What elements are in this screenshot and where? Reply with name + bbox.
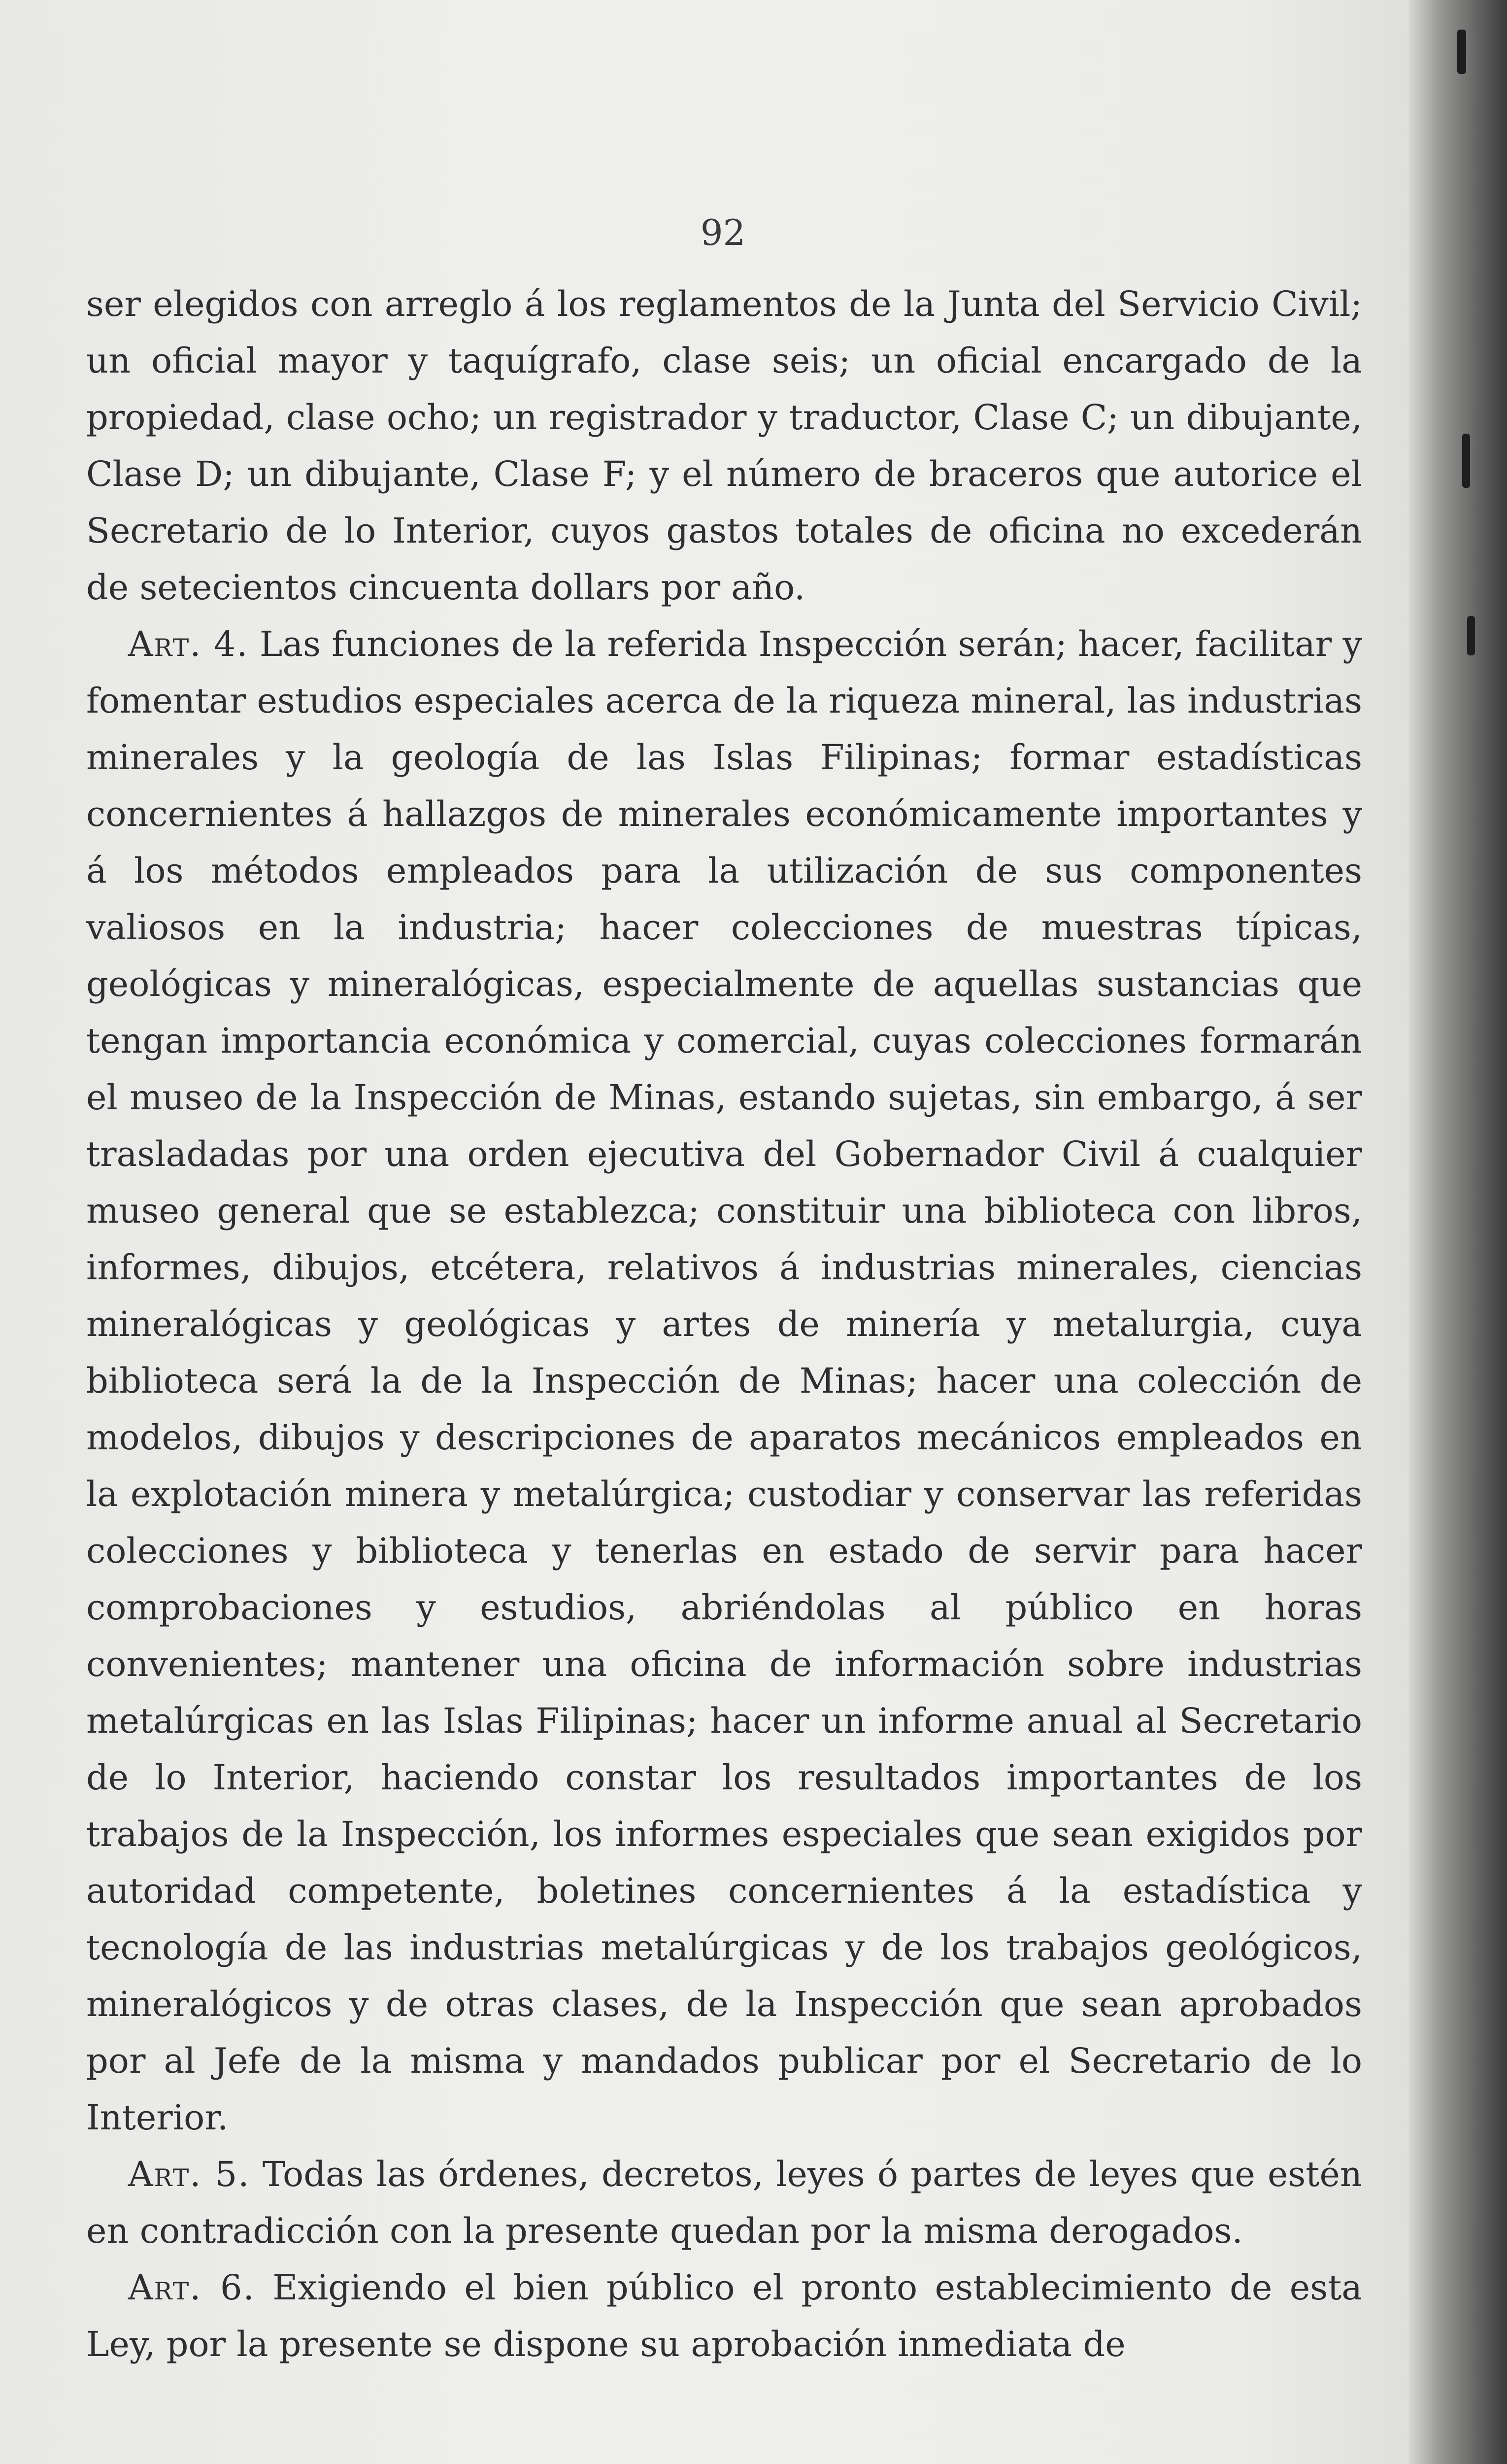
paragraph-art-4 [86,616,1362,2146]
binding-mark-top [1457,30,1466,74]
paragraph-text: Todas las órdenes, decretos, leyes ó partes de leyes que estén en contradicción con la presente quedan por la misma derogados. [86,2154,1362,2251]
binding-mark-middle [1467,616,1475,655]
body-text [86,276,1362,2373]
page-number: 92 [700,212,746,253]
article-label: Art. 6. [128,2267,255,2308]
paragraph-art-5 [86,2146,1362,2259]
binding-mark-upper [1462,434,1470,488]
article-label: Art. 4. [128,624,249,664]
paragraph-continuation [86,276,1362,616]
article-label: Art. 5. [128,2154,250,2194]
paragraph-art-6 [86,2259,1362,2373]
paragraph-text: Exigiendo el bien público el pronto establecimiento de esta Ley, por la presente se dispone su aprobación inmediata de [86,2267,1362,2364]
page-edge-shadow [1409,0,1507,2464]
paragraph-text: Las funciones de la referida Inspección serán; hacer, facilitar y fomentar estudios especiales acerca de la riqueza mineral, las industrias minerales y la geología de las Islas Filipinas; formar estadísticas concernientes á hallazgos de minerales económicamente importantes y á los métodos empleados para la utilización de sus componentes valiosos en la industria; hacer colecciones de muestras típicas, geológicas y mineralógicas, especialmente de aquellas sustancias que tengan importancia económica y comercial, cuyas colecciones formarán el museo de la Inspección de Minas, estando sujetas, sin embargo, á ser trasladadas por una orden ejecutiva del Gobernador Civil á cualquier museo general que se establezca; constituir una biblioteca con libros, informes, dibujos, etcétera, relativos á industrias minerales, ciencias mineralógicas y geológicas y artes de minería y metalurgia, cuya biblioteca será la de la Inspección de Minas; hacer una colección de modelos, dibujos y descripciones de aparatos mecánicos empleados en la explotación minera y metalúrgica; custodiar y conservar las referidas colecciones y biblioteca y tenerlas en estado de servir para hacer comprobaciones y estudios, abriéndolas al público en horas convenientes; mantener una oficina de información sobre industrias metalúrgicas en las Islas Filipinas; hacer un informe anual al Secretario de lo Interior, haciendo constar los resultados importantes de los trabajos de la Inspección, los informes especiales que sean exigidos por autoridad competente, boletines concernientes á la estadística y tecnología de las industrias metalúrgicas y de los trabajos geológicos, mineralógicos y de otras clases, de la Inspección que sean aprobados por al Jefe de la misma y mandados publicar por el Secretario de lo Interior. [86,624,1362,2138]
paragraph-text: ser elegidos con arreglo á los reglamentos de la Junta del Servicio Civil; un oficial mayor y taquígrafo, clase seis; un oficial encargado de la propiedad, clase ocho; un registrador y traductor, Clase C; un dibujante, Clase D; un dibujante, Clase F; y el número de braceros que autorice el Secretario de lo Interior, cuyos gastos totales de oficina no excederán de setecientos cincuenta dollars por año. [86,284,1362,608]
